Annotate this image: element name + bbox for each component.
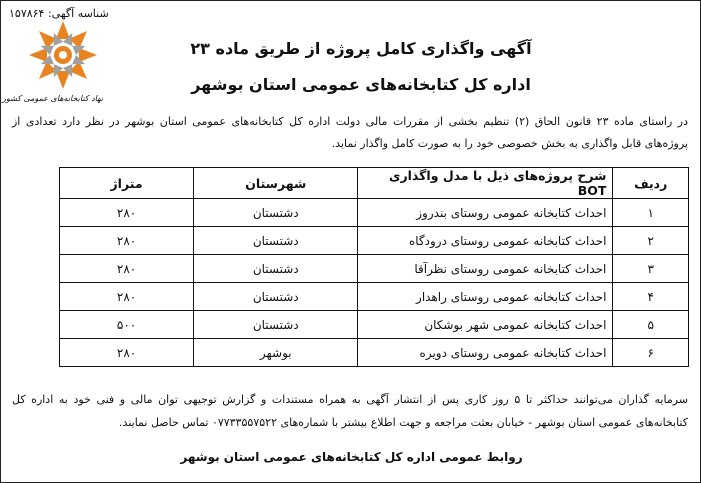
project-title: احداث کتابخانه عمومی روستای دویره — [358, 339, 613, 367]
notice-id-label: شناسه آگهی: — [47, 7, 109, 20]
project-city: دشتستان — [194, 199, 358, 227]
signature-line: روابط عمومی اداره کل کتابخانه‌های عمومی استان بوشهر — [180, 450, 523, 464]
header-row-number: ردیف — [613, 168, 689, 199]
project-city: دشتستان — [194, 255, 358, 283]
intro-paragraph: در راستای ماده ۲۳ قانون الحاق (۲) تنظیم بخشی از مقررات مالی دولت اداره کل کتابخانه‌های عمومی استان بوشهر در نظر دارد تعدادی از پروژه‌های قابل واگذاری به بخش خصوصی خود را به صورت کامل واگذار نماید. — [12, 115, 688, 150]
project-area: ۲۸۰ — [60, 255, 194, 283]
table-row — [60, 199, 689, 227]
table-row — [60, 255, 689, 283]
project-area: ۲۸۰ — [60, 339, 194, 367]
project-area: ۲۸۰ — [60, 199, 194, 227]
table-row — [60, 339, 689, 367]
page-title: آگهی واگذاری کامل پروژه از طریق ماده ۲۳ — [190, 39, 532, 58]
project-city: دشتستان — [194, 311, 358, 339]
project-title: احداث کتابخانه عمومی روستای راهدار — [358, 283, 613, 311]
project-city: بوشهر — [194, 339, 358, 367]
project-title: احداث کتابخانه عمومی روستای درودگاه — [358, 227, 613, 255]
table-row — [60, 227, 689, 255]
row-number: ۱ — [613, 199, 689, 227]
project-area: ۵۰۰ — [60, 311, 194, 339]
project-city: دشتستان — [194, 227, 358, 255]
project-area: ۲۸۰ — [60, 227, 194, 255]
project-area: ۲۸۰ — [60, 283, 194, 311]
footer-paragraph: سرمایه گذاران می‌توانند حداکثر تا ۵ روز کاری پس از انتشار آگهی به همراه مستندات و گزارش توجیهی توان مالی و فنی خود به اداره کل کتابخانه‌های عمومی استان بوشهر - خیابان بعثت مراجعه و جهت اطلاع بیشتر با شماره‌های ۰۷۷۳۳۵۵۷۵۲۲ تماس حاصل نمایند. — [12, 393, 688, 429]
row-number: ۳ — [613, 255, 689, 283]
header-city: شهرستان — [194, 168, 358, 199]
national-libraries-org-logo-icon — [23, 15, 103, 95]
logo-caption: نهاد کتابخانه‌های عمومی کشور — [2, 94, 103, 103]
header-area: متراژ — [60, 168, 194, 199]
project-title: احداث کتابخانه عمومی روستای بندروز — [358, 199, 613, 227]
page-subtitle: اداره کل کتابخانه‌های عمومی استان بوشهر — [191, 75, 531, 94]
row-number: ۲ — [613, 227, 689, 255]
project-title: احداث کتابخانه عمومی روستای نظرآقا — [358, 255, 613, 283]
row-number: ۶ — [613, 339, 689, 367]
row-number: ۵ — [613, 311, 689, 339]
table-row — [60, 311, 689, 339]
notice-id-value: ۱۵۷۸۶۴ — [9, 7, 45, 20]
project-title: احداث کتابخانه عمومی شهر بوشکان — [358, 311, 613, 339]
projects-table — [59, 167, 689, 367]
project-city: دشتستان — [194, 283, 358, 311]
row-number: ۴ — [613, 283, 689, 311]
table-header-row — [60, 168, 689, 199]
organization-logo — [2, 15, 103, 107]
header-project-title: شرح پروژه‌های ذیل با مدل واگذاری BOT — [358, 168, 613, 199]
table-row — [60, 283, 689, 311]
